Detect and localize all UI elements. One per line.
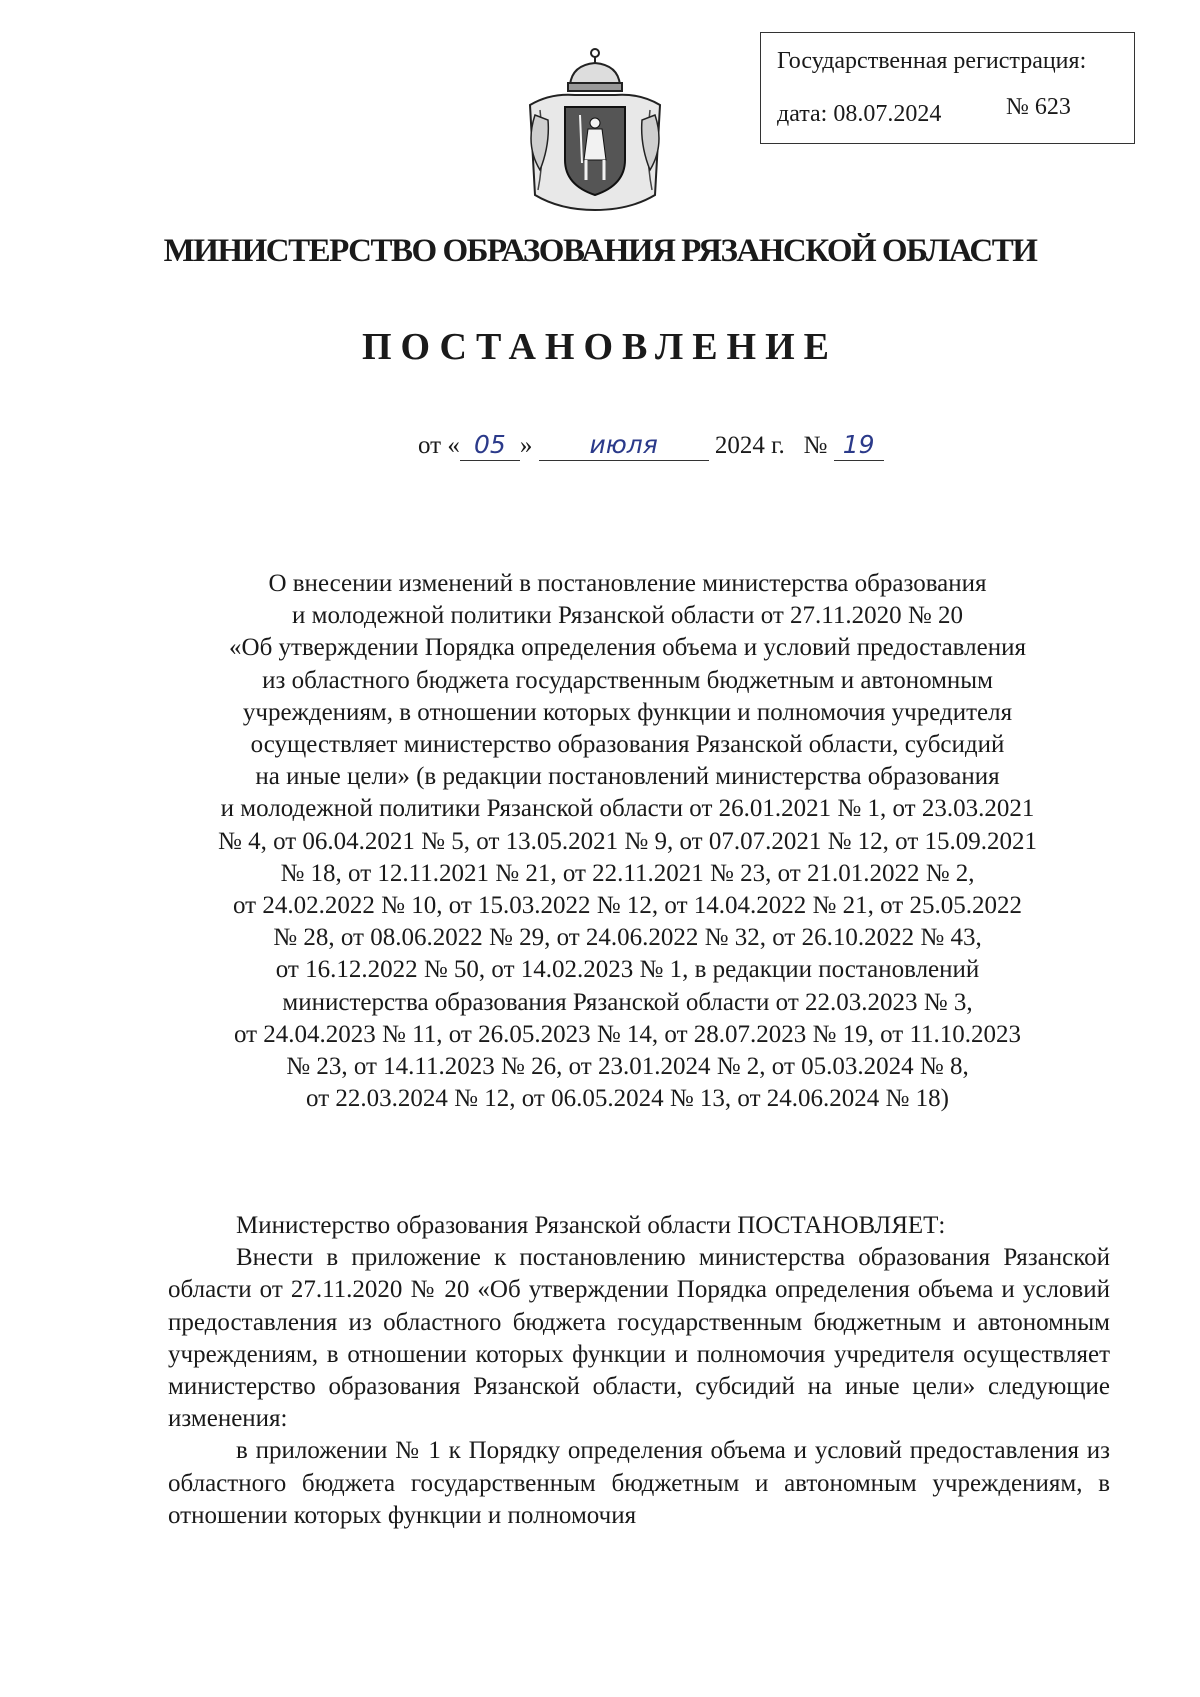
registration-stamp — [760, 32, 1135, 144]
subject-line: О внесении изменений в постановление министерства образования — [268, 570, 987, 597]
subject-line: от 24.04.2023 № 11, от 26.05.2023 № 14, от 28.07.2023 № 19, от 11.10.2023 — [233, 1020, 1022, 1048]
document-subject — [150, 568, 1105, 1115]
subject-line: министерства образования Рязанской области от 22.03.2023 № 3, — [282, 988, 973, 1016]
subject-line: и молодежной политики Рязанской области от 27.11.2020 № 20 — [292, 602, 963, 630]
body-paragraph: Внести в приложение к постановлению министерства образования Рязанской области от 27.11.2020 № 20 «Об утверждении Порядка определения объема и условий предоставления из областного бюджета государственным бюджетным и автономным учреждениям, в отношении которых функции и полномочия учредителя осуществляет министерство образования Рязанской области, субсидий на иные цели» следующие изменения: — [168, 1244, 1110, 1433]
registration-date: дата: 08.07.2024 — [777, 100, 942, 127]
date-quote-close: » — [519, 432, 533, 459]
subject-line: № 18, от 12.11.2021 № 21, от 22.11.2021 № 23, от 21.01.2022 № 2, — [280, 859, 975, 887]
subject-line: учреждениям, в отношении которых функции и полномочия учредителя — [242, 698, 1013, 726]
subject-line: № 23, от 14.11.2023 № 26, от 23.01.2024 № 2, от 05.03.2024 № 8, — [286, 1053, 969, 1081]
date-year: 2024 г. — [714, 432, 785, 459]
subject-line: от 16.12.2022 № 50, от 14.02.2023 № 1, в редакции постановлений — [275, 956, 980, 984]
document-type: ПОСТАНОВЛЕНИЕ — [361, 326, 839, 368]
subject-line: из областного бюджета государственным бюджетным и автономным — [262, 666, 993, 694]
number-sign: № — [803, 432, 828, 459]
subject-line: на иные цели» (в редакции постановлений министерства образования — [255, 763, 1000, 791]
handwritten-month: июля — [589, 430, 658, 459]
subject-line: осуществляет министерство образования Рязанской области, субсидий — [250, 731, 1005, 759]
subject-line: от 24.02.2022 № 10, от 15.03.2022 № 12, от 14.04.2022 № 21, от 25.05.2022 — [233, 892, 1022, 920]
resolution-lead: Министерство образования Рязанской области ПОСТАНОВЛЯЕТ: — [236, 1212, 946, 1239]
registration-number: № 623 — [1006, 94, 1071, 120]
body-paragraph: в приложении № 1 к Порядку определения объема и условий предоставления из областного бюджета государственным бюджетным и автономным учреждениям, в отношении которых функции и полномочия — [168, 1437, 1110, 1529]
document-dateline — [418, 430, 884, 461]
handwritten-day: 05 — [473, 430, 506, 459]
date-prefix: от « — [418, 432, 460, 459]
handwritten-number: 19 — [842, 430, 875, 459]
ministry-name: МИНИСТЕРСТВО ОБРАЗОВАНИЯ РЯЗАНСКОЙ ОБЛАСТИ — [163, 233, 1037, 269]
subject-line: от 22.03.2024 № 12, от 06.05.2024 № 13, от 24.06.2024 № 18) — [306, 1085, 949, 1113]
subject-line: и молодежной политики Рязанской области от 26.01.2021 № 1, от 23.03.2021 — [220, 795, 1035, 823]
document-body — [168, 1210, 1110, 1532]
ryazan-coat-of-arms-icon — [520, 45, 670, 215]
subject-line: № 28, от 08.06.2022 № 29, от 24.06.2022 № 32, от 26.10.2022 № 43, — [273, 924, 982, 952]
registration-title: Государственная регистрация: — [777, 48, 1087, 74]
subject-line: № 4, от 06.04.2021 № 5, от 13.05.2021 № 9, от 07.07.2021 № 12, от 15.09.2021 — [217, 827, 1038, 855]
subject-line: «Об утверждении Порядка определения объема и условий предоставления — [229, 634, 1026, 662]
